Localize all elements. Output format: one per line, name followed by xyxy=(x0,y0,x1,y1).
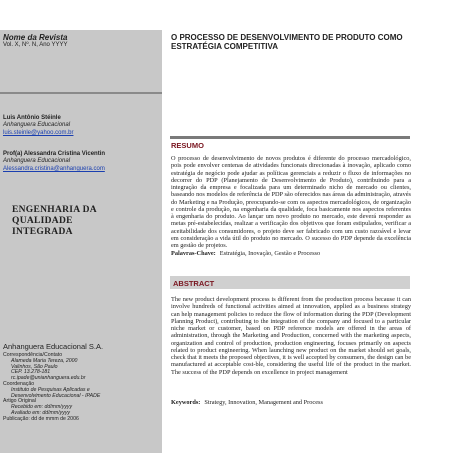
author-institution: Anhanguera Educacional xyxy=(3,122,71,129)
section-tag-line: INTEGRADA xyxy=(12,227,73,237)
contact-label: Publicação: dd de mmm de 2006 xyxy=(3,415,79,422)
contact-label: Correspondência/Contato xyxy=(3,352,63,358)
abstract-heading: ABSTRACT xyxy=(173,279,215,288)
author-name: Prof(a) Alessandra Cristina Vicentin xyxy=(3,151,106,157)
contact-line: rc.ipade@unianhanguera.edu.br xyxy=(11,375,86,382)
contact-label: Artigo Original xyxy=(3,398,36,405)
contact-line: Alameda Maria Tereza, 2000 xyxy=(11,357,78,364)
contact-label: Coordenação xyxy=(3,380,35,387)
author-institution: Anhanguera Educacional xyxy=(3,158,71,165)
contact-line: Valinhos, São Paulo xyxy=(11,363,58,370)
contact-line: Avaliado em: dd/mm/yyyy xyxy=(11,409,71,416)
resumo-divider xyxy=(170,136,410,139)
contact-line: CEP. 13.278-181 xyxy=(11,369,51,376)
author-block xyxy=(3,151,161,173)
resumo-heading: RESUMO xyxy=(171,141,204,150)
contact-info xyxy=(3,353,161,423)
section-tag xyxy=(12,205,97,238)
keywords-text: Strategy, Innovation, Management and Process xyxy=(204,399,323,406)
abstract-body: The new product development process is different from the production process because it can involve hundreds of functional activities aimed at innovation, applied as a business strategy can help management policies to reduce the flow of information during the PDP (Development Planning Product), contributing to the integration of the company and focused to a particular niche market or customer, based on PDP reference models are offered in the areas of administration, through the Marketing and Production, concerned with the marketing aspects, organization and control of production, production engineering, focuses primarily on aspects related to product engineering. When launching new product on the market should set goals, check that it meets the proposed objectives, it is well accepted by consumers, the design can be manufactured at acceptable cost-ble, considering the useful life of the product in the market. The success of the PDP depends on excellence in project management xyxy=(171,296,411,376)
keywords-text: Estratégia, Inovação, Gestão e Processo xyxy=(219,250,321,257)
sidebar-divider xyxy=(0,92,162,94)
contact-line: Instituto de Pesquisas Aplicadas e xyxy=(11,386,90,393)
author-email-link[interactable]: Alessandra.cristina@anhanguera.com xyxy=(3,165,105,172)
contact-line: Recebido em: dd/mm/yyyy xyxy=(11,404,73,411)
author-name: Luis Antônio Stéinle xyxy=(3,115,61,121)
abstract-keywords xyxy=(171,399,411,406)
resumo-body: O processo de desenvolvimento de novos produtos é diferente do processo mercadológico, pois pode envolver centenas de atividades funcionais direcionadas à inovação, aplicado como estratégia de negócio pode ajudar as políticas gerenciais a reduzir o fluxo de informações no decorrer do PDP (Planejamento de Desenvolvimento de Produto), contribuindo para a integração da empresa e focalizada para um determinado nicho de mercado ou clientes, baseando nos modelos de referência de PDP são oferecidos nas áreas da administração, através do Marketing e na Produção, preocupando-se com os aspectos mercadológicos, de organização e controle da produção, na engenharia da qualidade, foca basicamente nos aspectos referentes à engenharia do produto. Ao lançar um novo produto no mercado, este deverá responder as metas pré-estabelecidas, realizar a verificação dos objetivos que foram estipulados, verificar a aceitabilidade dos consumidores, o projeto deve ser fabricado com um custo razoável e levar em consideração a vida útil do produto no mercado. O sucesso do PDP depende da excelência em gestão de projetos. xyxy=(171,155,411,249)
contact-line: Desenvolvimento Educacional - IPADE xyxy=(11,392,101,399)
section-tag-line: QUALIDADE xyxy=(12,216,73,226)
resumo-keywords xyxy=(171,250,411,257)
author-block xyxy=(3,115,161,137)
journal-volume: Vol. X, Nº. N, Ano YYYY xyxy=(3,42,68,48)
author-email-link[interactable]: luis.steinle@yahoo.com.br xyxy=(3,129,74,136)
keywords-label: Keywords: xyxy=(171,399,201,406)
section-tag-line: ENGENHARIA DA xyxy=(12,205,97,215)
article-title: O PROCESSO DE DESENVOLVIMENTO DE PRODUTO COMO ESTRATÉGIA COMPETITIVA xyxy=(171,33,403,51)
journal-name: Nome da Revista xyxy=(3,33,68,42)
publisher-name: Anhanguera Educacional S.A. xyxy=(3,342,104,351)
keywords-label: Palavras-Chave: xyxy=(171,250,216,257)
